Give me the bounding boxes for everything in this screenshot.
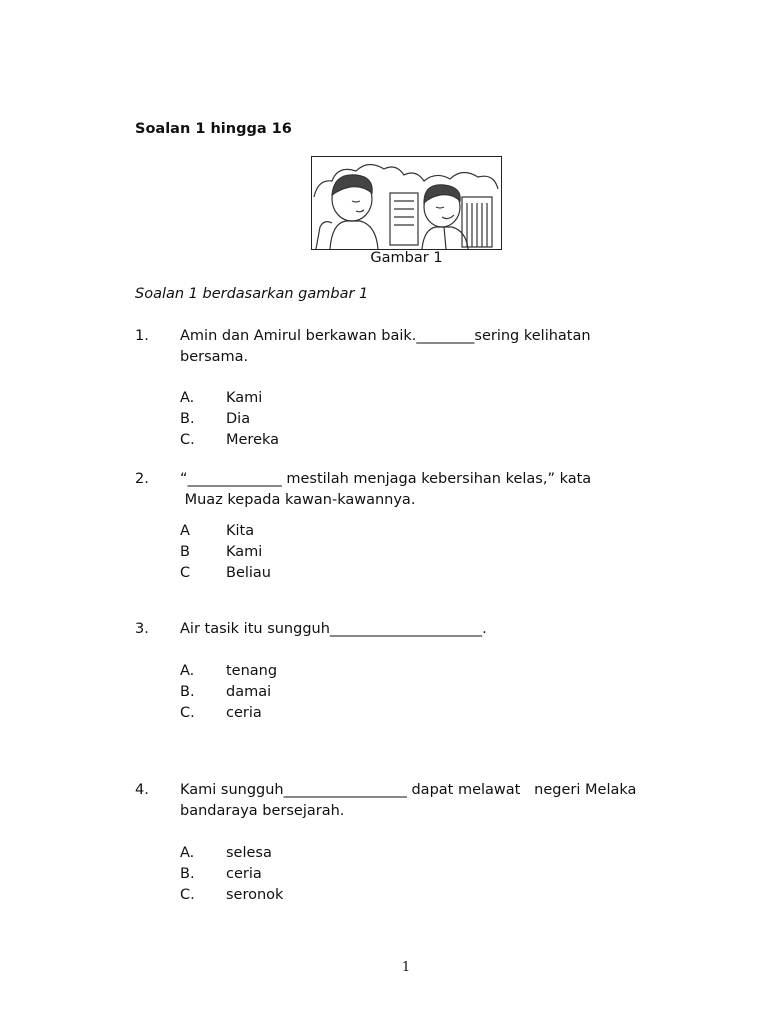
question-text-line: Kami sungguh_________________ dapat melawat negeri Melaka — [180, 782, 637, 798]
question-number: 1. — [135, 328, 149, 344]
option-letter: C. — [180, 887, 195, 903]
question-text-line: “_____________ mestilah menjaga kebersihan kelas,” kata — [180, 471, 592, 487]
question-text-line: bersama. — [180, 349, 249, 365]
option-text: Kita — [226, 523, 255, 539]
option-letter: C. — [180, 705, 195, 721]
option-text: ceria — [226, 705, 262, 721]
option-text: Mereka — [226, 432, 280, 448]
option-letter: B. — [180, 866, 195, 882]
question-text-line: Amin dan Amirul berkawan baik.________sering kelihatan — [180, 328, 591, 344]
option-text: damai — [226, 684, 272, 700]
option-letter: A. — [180, 845, 195, 861]
instruction-text: Soalan 1 berdasarkan gambar 1 — [135, 286, 369, 302]
question-number: 3. — [135, 621, 149, 637]
option-letter: B — [180, 544, 190, 560]
option-text: tenang — [226, 663, 278, 679]
question-text-line: bandaraya bersejarah. — [180, 803, 345, 819]
option-text: selesa — [226, 845, 272, 861]
section-title: Soalan 1 hingga 16 — [135, 121, 292, 137]
option-text: Kami — [226, 544, 263, 560]
page-number: 1 — [401, 960, 411, 975]
question-number: 4. — [135, 782, 149, 798]
option-letter: B. — [180, 411, 195, 427]
option-text: Beliau — [226, 565, 272, 581]
two-boys-illustration — [312, 157, 501, 249]
question-number: 2. — [135, 471, 149, 487]
question-text-line: Air tasik itu sungguh_____________________. — [180, 621, 487, 637]
option-letter: C — [180, 565, 191, 581]
option-text: ceria — [226, 866, 262, 882]
option-letter: A. — [180, 663, 195, 679]
figure-gambar-1 — [311, 156, 502, 250]
figure-caption: Gambar 1 — [370, 250, 443, 266]
option-text: Dia — [226, 411, 251, 427]
option-letter: C. — [180, 432, 195, 448]
option-letter: B. — [180, 684, 195, 700]
option-text: seronok — [226, 887, 284, 903]
question-text-line: Muaz kepada kawan-kawannya. — [180, 492, 416, 508]
option-letter: A. — [180, 390, 195, 406]
option-letter: A — [180, 523, 190, 539]
option-text: Kami — [226, 390, 263, 406]
